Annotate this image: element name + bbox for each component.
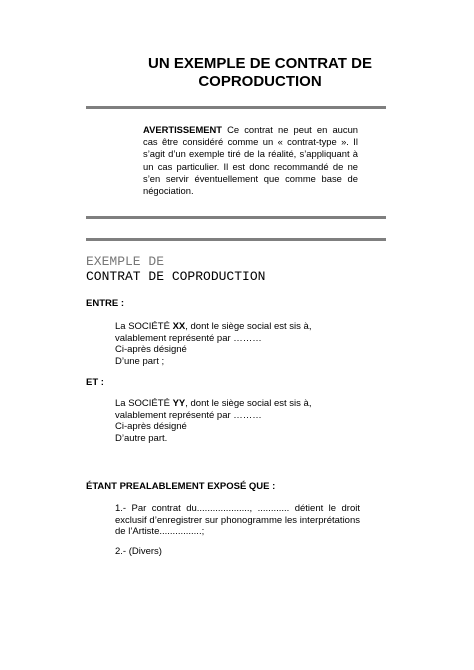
divider-middle-1 [86,216,386,219]
party-xx-line-2: valablement représenté par ……… [115,332,262,344]
party-yy-line-3: Ci-après désigné [115,421,187,432]
expose-item-2: 2.- (Divers) [115,546,162,557]
divider-middle-2 [86,238,386,241]
party-yy-line-2: valablement représenté par ……… [115,409,262,421]
party-xx-prefix: La SOCIÉTÉ [115,321,173,332]
title-line-2: COPRODUCTION [198,73,322,90]
et-label: ET : [86,377,104,388]
document-title [120,55,400,91]
entre-label: ENTRE : [86,298,124,309]
example-heading [86,254,265,284]
party-yy-name: YY [172,398,186,409]
party-xx [115,321,355,367]
expose-label: ÉTANT PREALABLEMENT EXPOSÉ QUE : [86,481,276,492]
party-xx-line-4: D’une part ; [115,355,165,367]
party-xx-name: XX [172,321,186,332]
party-xx-suffix: , dont le siège social est sis à, [185,321,312,332]
party-yy-prefix: La SOCIÉTÉ [115,398,173,409]
party-yy [115,398,355,444]
expose-item-1: 1.- Par contrat du...................., ............ détient le droit exclusif d’enregistrer sur phonogramme les interprétations de l’Artiste................; [115,503,360,537]
divider-top [86,106,386,109]
warning-text: Ce contrat ne peut en aucun cas être considéré comme un « contrat-type ». Il s’agit d’un exemple tiré de la réalité, s’appliquant à un cas particulier. Il est donc recommandé de ne s’en servir éventuellement que comme base de négociation. [143,124,358,197]
example-heading-line-1: EXEMPLE DE [86,254,165,269]
title-line-1: UN EXEMPLE DE CONTRAT DE [148,55,372,72]
party-xx-line-1 [115,321,355,333]
party-yy-suffix: , dont le siège social est sis à, [185,398,312,409]
example-heading-line-2: CONTRAT DE COPRODUCTION [86,269,266,284]
warning-label: AVERTISSEMENT [143,124,222,135]
party-yy-line-1 [115,398,355,410]
party-xx-line-3: Ci-après désigné [115,344,187,355]
party-yy-line-4: D’autre part. [115,432,168,444]
warning-block [143,124,358,197]
